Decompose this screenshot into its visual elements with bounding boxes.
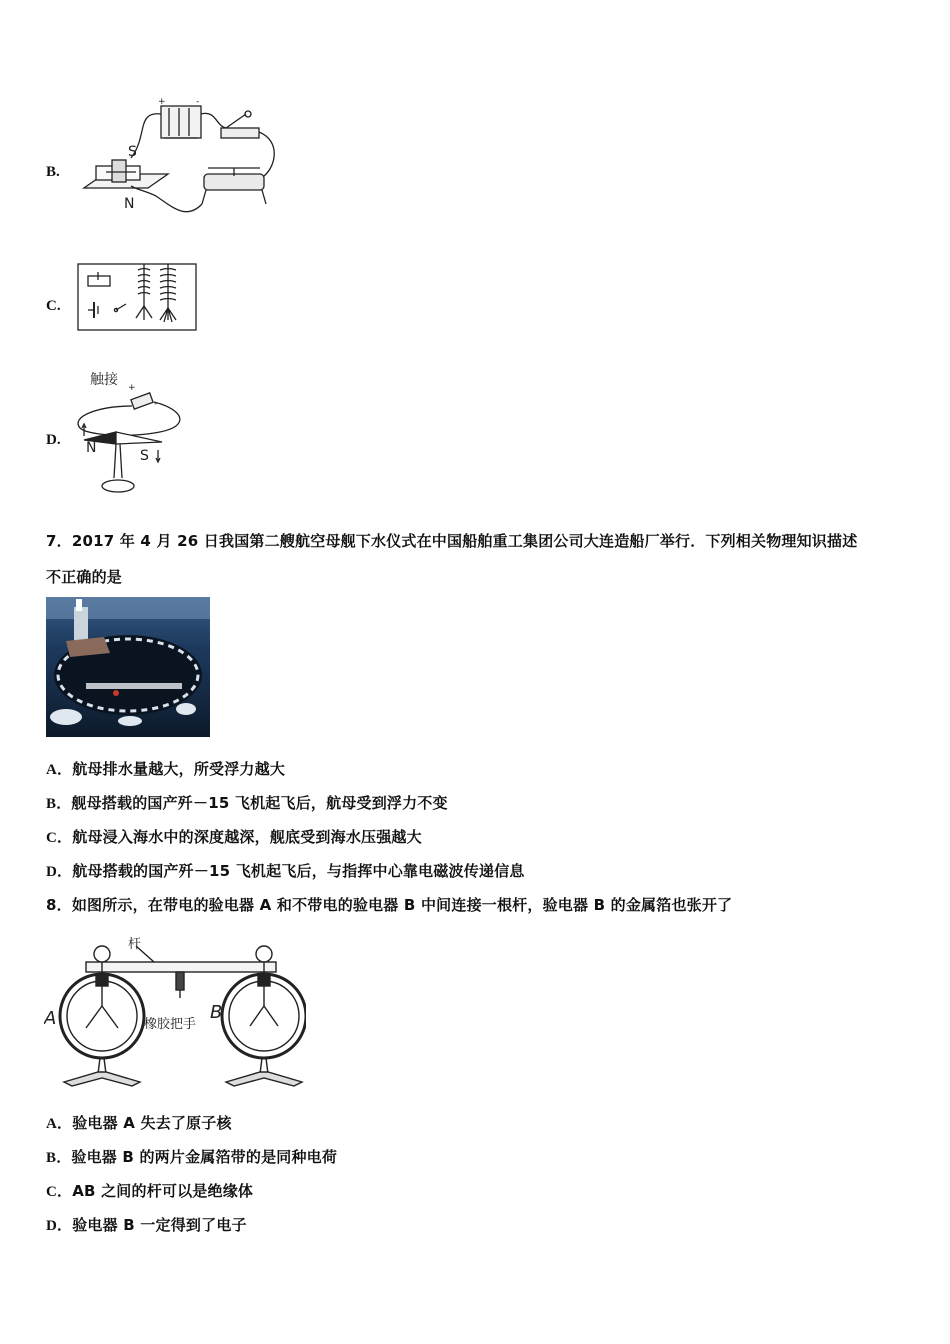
svg-text:+: + [128, 383, 136, 393]
svg-text:+: + [158, 97, 166, 107]
handle-label: 橡胶把手 [144, 1017, 197, 1032]
option-b-circuit-figure [76, 96, 286, 226]
question-8-option-a: A．验电器 A 失去了原子核 [46, 1114, 232, 1132]
question-8-option-b: B．验电器 B 的两片金属箔带的是同种电荷 [46, 1148, 338, 1166]
question-7-option-b: B．舰母搭载的国产歼－15 飞机起飞后，航母受到浮力不变 [46, 794, 448, 812]
svg-text:-: - [196, 97, 200, 107]
question-7-stem-line1: 7．2017 年 4 月 26 日我国第二艘航空母舰下水仪式在中国船舶重工集团公司大连造船厂举行．下列相关物理知识描述 [46, 532, 858, 550]
question-7-option-d: D．航母搭载的国产歼－15 飞机起飞后，与指挥中心靠电磁波传递信息 [46, 862, 525, 880]
label-n: N [86, 440, 97, 456]
rod-label: 杆 [128, 937, 142, 952]
label-b: B [210, 1002, 223, 1023]
label-s: S [140, 448, 149, 464]
question-7-option-a: A．航母排水量越大，所受浮力越大 [46, 760, 286, 778]
svg-text:-: - [154, 399, 158, 409]
question-7-option-c: C．航母浸入海水中的深度越深，舰底受到海水压强越大 [46, 828, 422, 846]
label-n: N [124, 196, 135, 212]
option-b-letter: B. [46, 164, 60, 180]
option-c-letter: C. [46, 298, 61, 314]
question-8-option-c: C．AB 之间的杆可以是绝缘体 [46, 1182, 254, 1200]
electroscope-figure [44, 932, 306, 1092]
label-s: S [128, 144, 137, 160]
label-a: A [44, 1008, 57, 1029]
aircraft-carrier-photo [46, 597, 210, 737]
touch-caption: 触接 [90, 372, 118, 388]
option-d-compass-figure [70, 366, 190, 500]
option-c-coils-figure [76, 258, 206, 336]
option-d-letter: D. [46, 432, 61, 448]
question-8-option-d: D．验电器 B 一定得到了电子 [46, 1216, 247, 1234]
question-8-stem: 8．如图所示，在带电的验电器 A 和不带电的验电器 B 中间连接一根杆，验电器 B 的金属箔也张开了 [46, 896, 733, 914]
question-7-stem-line2: 不正确的是 [46, 568, 123, 586]
